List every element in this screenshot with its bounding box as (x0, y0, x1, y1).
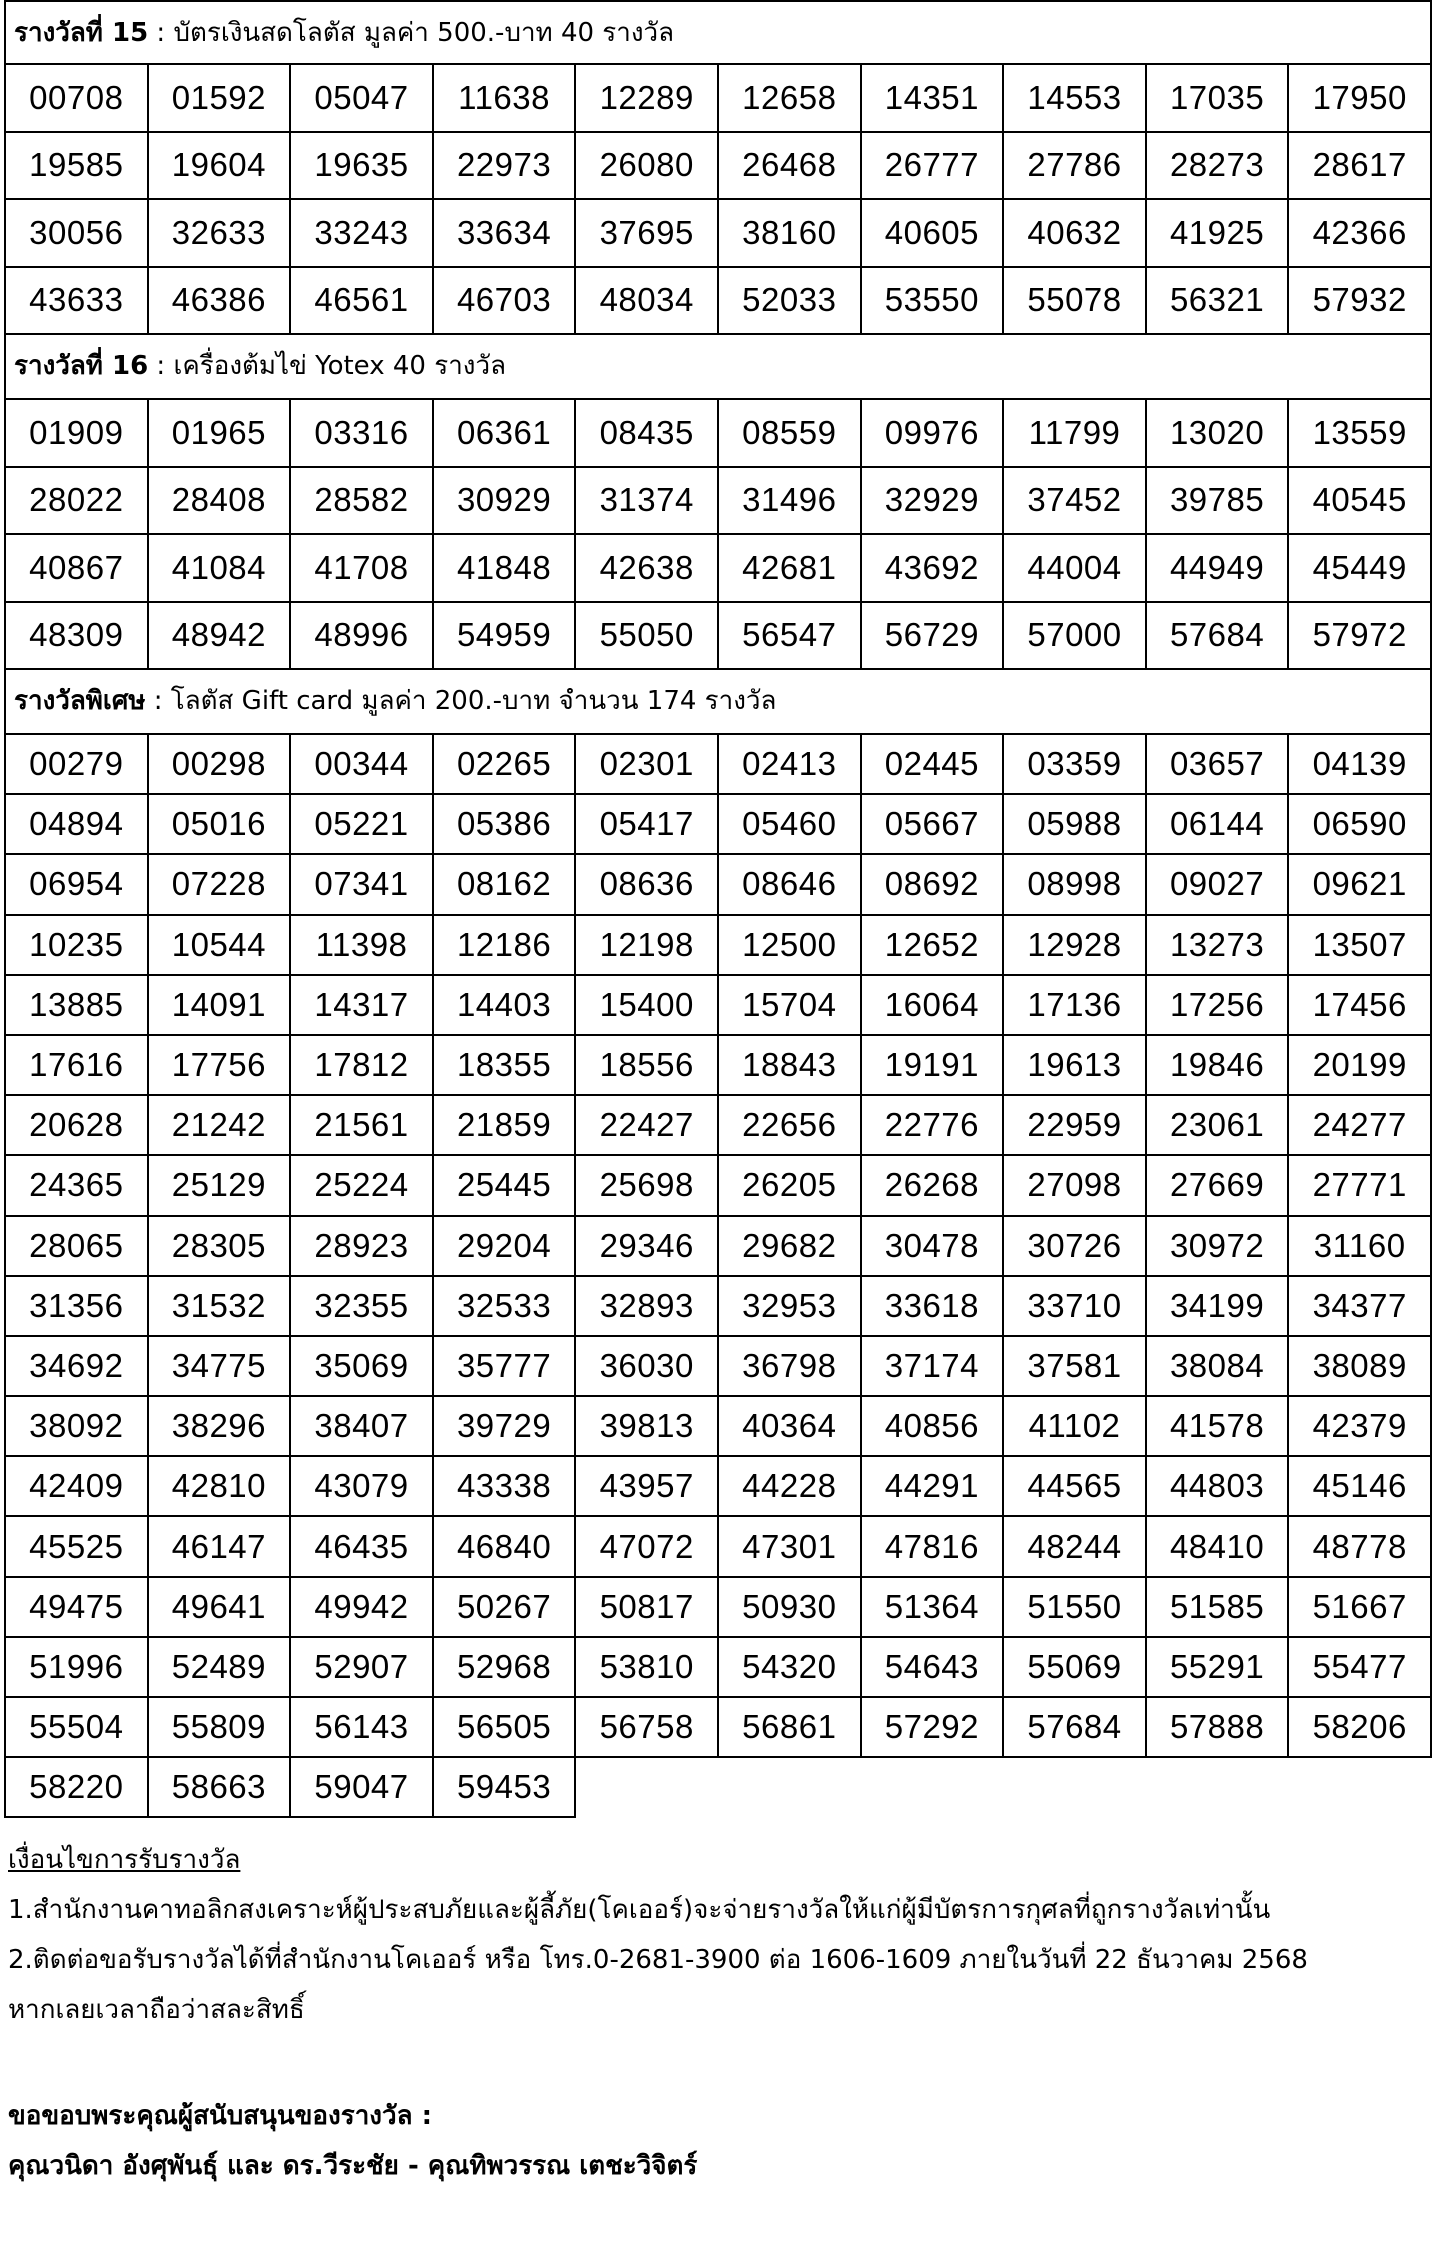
winning-number-cell: 55050 (576, 603, 719, 671)
winning-number-cell: 17035 (1147, 65, 1290, 133)
winning-number-cell: 14317 (291, 976, 434, 1036)
winning-number-cell: 55069 (1004, 1638, 1147, 1698)
winning-number-cell: 38407 (291, 1397, 434, 1457)
winning-number-cell: 46703 (434, 268, 577, 336)
winning-number-cell: 24277 (1289, 1096, 1432, 1156)
winning-number-cell: 50817 (576, 1578, 719, 1638)
winning-number-cell: 15704 (719, 976, 862, 1036)
winning-number-cell: 31532 (149, 1277, 292, 1337)
winning-number-cell: 09027 (1147, 855, 1290, 915)
winning-number-cell: 52968 (434, 1638, 577, 1698)
winning-number-cell: 12658 (719, 65, 862, 133)
winning-number-cell: 56321 (1147, 268, 1290, 336)
winning-number-cell: 06954 (6, 855, 149, 915)
winning-number-cell: 20628 (6, 1096, 149, 1156)
winning-number-cell: 45525 (6, 1517, 149, 1577)
winning-number-cell: 55291 (1147, 1638, 1290, 1698)
winning-number-cell: 47301 (719, 1517, 862, 1577)
winning-number-cell: 13559 (1289, 400, 1432, 468)
prize-16-header (4, 335, 1432, 400)
winning-number-cell: 32633 (149, 200, 292, 268)
winning-number-cell: 21561 (291, 1096, 434, 1156)
winning-number-cell: 07341 (291, 855, 434, 915)
winning-number-cell: 40605 (862, 200, 1005, 268)
winning-number-cell: 01965 (149, 400, 292, 468)
winning-number-cell: 05386 (434, 795, 577, 855)
winning-number-cell: 29682 (719, 1217, 862, 1277)
winning-number-cell: 03316 (291, 400, 434, 468)
winning-number-cell: 44004 (1004, 535, 1147, 603)
winning-number-cell: 30929 (434, 468, 577, 536)
winning-number-cell: 17136 (1004, 976, 1147, 1036)
winning-number-cell: 40364 (719, 1397, 862, 1457)
winning-number-cell: 17756 (149, 1036, 292, 1096)
winning-number-cell: 22776 (862, 1096, 1005, 1156)
winning-number-cell: 14553 (1004, 65, 1147, 133)
winning-number-cell: 13273 (1147, 916, 1290, 976)
winning-number-cell: 38084 (1147, 1337, 1290, 1397)
winning-number-cell: 13507 (1289, 916, 1432, 976)
winning-number-cell: 49942 (291, 1578, 434, 1638)
winning-number-cell: 18556 (576, 1036, 719, 1096)
winning-number-cell: 22959 (1004, 1096, 1147, 1156)
winning-number-cell: 46561 (291, 268, 434, 336)
winning-number-cell: 09621 (1289, 855, 1432, 915)
winning-number-cell: 27098 (1004, 1156, 1147, 1216)
winning-number-cell: 57684 (1147, 603, 1290, 671)
winning-number-cell: 57932 (1289, 268, 1432, 336)
winning-number-cell: 20199 (1289, 1036, 1432, 1096)
winning-number-cell: 59047 (291, 1758, 434, 1818)
winning-number-cell: 32893 (576, 1277, 719, 1337)
winning-number-cell: 41084 (149, 535, 292, 603)
winning-number-cell: 06361 (434, 400, 577, 468)
winning-number-cell: 17456 (1289, 976, 1432, 1036)
winning-number-cell: 47816 (862, 1517, 1005, 1577)
winning-number-cell: 01909 (6, 400, 149, 468)
winning-number-cell: 27669 (1147, 1156, 1290, 1216)
winning-number-cell: 26080 (576, 133, 719, 201)
winning-number-cell: 38092 (6, 1397, 149, 1457)
winning-number-cell: 51667 (1289, 1578, 1432, 1638)
winning-number-cell: 30056 (6, 200, 149, 268)
winning-number-cell: 57292 (862, 1698, 1005, 1758)
winning-number-cell: 45146 (1289, 1457, 1432, 1517)
winning-number-cell: 08559 (719, 400, 862, 468)
winning-number-cell: 38296 (149, 1397, 292, 1457)
winning-number-cell: 10235 (6, 916, 149, 976)
winning-number-cell: 33243 (291, 200, 434, 268)
prize-16-detail: : เครื่องต้มไข่ Yotex 40 รางวัล (148, 351, 507, 381)
winning-number-cell: 14403 (434, 976, 577, 1036)
winning-number-cell: 11398 (291, 916, 434, 976)
winning-number-cell: 31356 (6, 1277, 149, 1337)
winning-number-cell: 48244 (1004, 1517, 1147, 1577)
winning-number-cell: 48034 (576, 268, 719, 336)
winning-number-cell: 33618 (862, 1277, 1005, 1337)
winning-number-cell: 49475 (6, 1578, 149, 1638)
winning-number-cell: 45449 (1289, 535, 1432, 603)
winning-number-cell: 12289 (576, 65, 719, 133)
winning-number-cell: 06590 (1289, 795, 1432, 855)
winning-number-cell: 06144 (1147, 795, 1290, 855)
special-prize-number-grid (4, 735, 1432, 1818)
winning-number-cell: 03657 (1147, 735, 1290, 795)
winning-number-cell: 04894 (6, 795, 149, 855)
winning-number-cell: 19635 (291, 133, 434, 201)
thanks-title: ขอขอบพระคุณผู้สนับสนุนของรางวัล : (8, 2101, 432, 2131)
winning-number-cell: 56729 (862, 603, 1005, 671)
winning-number-cell: 25129 (149, 1156, 292, 1216)
winning-number-cell: 51364 (862, 1578, 1005, 1638)
winning-number-cell: 16064 (862, 976, 1005, 1036)
winning-number-cell: 41848 (434, 535, 577, 603)
winning-number-cell: 54320 (719, 1638, 862, 1698)
winning-number-cell: 31496 (719, 468, 862, 536)
winning-number-cell: 32533 (434, 1277, 577, 1337)
winning-number-cell: 56143 (291, 1698, 434, 1758)
winning-number-cell: 52907 (291, 1638, 434, 1698)
winning-number-cell: 26777 (862, 133, 1005, 201)
winning-number-cell: 25445 (434, 1156, 577, 1216)
winning-number-cell: 57888 (1147, 1698, 1290, 1758)
winning-number-cell: 05988 (1004, 795, 1147, 855)
thanks-names: คุณวนิดา อังศุพันธุ์ และ ดร.วีระชัย - คุณทิพวรรณ เตชะวิจิตร์ (8, 2151, 698, 2181)
conditions-footer (8, 1835, 1428, 2191)
winning-number-cell: 59453 (434, 1758, 577, 1818)
winning-number-cell: 08998 (1004, 855, 1147, 915)
winning-number-cell: 53550 (862, 268, 1005, 336)
winning-number-cell: 34377 (1289, 1277, 1432, 1337)
winning-number-cell: 43079 (291, 1457, 434, 1517)
winning-number-cell: 42681 (719, 535, 862, 603)
winning-number-cell: 28923 (291, 1217, 434, 1277)
winning-number-cell: 21859 (434, 1096, 577, 1156)
winning-number-cell: 02445 (862, 735, 1005, 795)
winning-number-cell: 51996 (6, 1638, 149, 1698)
winning-number-cell: 22973 (434, 133, 577, 201)
winning-number-cell: 35777 (434, 1337, 577, 1397)
winning-number-cell: 27771 (1289, 1156, 1432, 1216)
winning-number-cell: 55809 (149, 1698, 292, 1758)
conditions-title: เงื่อนไขการรับรางวัล (8, 1845, 241, 1875)
winning-number-cell: 19585 (6, 133, 149, 201)
winning-number-cell: 47072 (576, 1517, 719, 1577)
winning-number-cell: 38160 (719, 200, 862, 268)
winning-number-cell: 24365 (6, 1156, 149, 1216)
winning-number-cell: 46147 (149, 1517, 292, 1577)
winning-number-cell: 19191 (862, 1036, 1005, 1096)
winning-number-cell: 18355 (434, 1036, 577, 1096)
winning-number-cell: 50267 (434, 1578, 577, 1638)
winning-number-cell: 56861 (719, 1698, 862, 1758)
winning-number-cell: 44803 (1147, 1457, 1290, 1517)
winning-number-cell: 26268 (862, 1156, 1005, 1216)
winning-number-cell: 31374 (576, 468, 719, 536)
winning-number-cell: 44565 (1004, 1457, 1147, 1517)
winning-number-cell: 52489 (149, 1638, 292, 1698)
winning-number-cell: 35069 (291, 1337, 434, 1397)
winning-number-cell: 05667 (862, 795, 1005, 855)
winning-number-cell: 42366 (1289, 200, 1432, 268)
winning-number-cell: 05221 (291, 795, 434, 855)
winning-number-cell: 13020 (1147, 400, 1290, 468)
winning-number-cell: 48410 (1147, 1517, 1290, 1577)
winning-number-cell: 41708 (291, 535, 434, 603)
winning-number-cell: 00708 (6, 65, 149, 133)
winning-number-cell: 55504 (6, 1698, 149, 1758)
winning-number-cell: 48942 (149, 603, 292, 671)
winning-number-cell: 02413 (719, 735, 862, 795)
prize-15-header (4, 0, 1432, 65)
winning-number-cell: 37581 (1004, 1337, 1147, 1397)
winning-number-cell: 05417 (576, 795, 719, 855)
winning-number-cell: 27786 (1004, 133, 1147, 201)
winning-number-cell: 49641 (149, 1578, 292, 1638)
winning-number-cell: 28408 (149, 468, 292, 536)
winning-number-cell: 07228 (149, 855, 292, 915)
winning-number-cell: 32929 (862, 468, 1005, 536)
prize-16-number-grid (4, 400, 1432, 670)
winning-number-cell: 37174 (862, 1337, 1005, 1397)
winning-number-cell: 11799 (1004, 400, 1147, 468)
winning-number-cell: 12928 (1004, 916, 1147, 976)
winning-number-cell: 08636 (576, 855, 719, 915)
winning-number-cell: 14351 (862, 65, 1005, 133)
winning-number-cell: 19613 (1004, 1036, 1147, 1096)
winning-number-cell: 58206 (1289, 1698, 1432, 1758)
winning-number-cell: 17616 (6, 1036, 149, 1096)
winning-number-cell: 15400 (576, 976, 719, 1036)
winning-number-cell: 21242 (149, 1096, 292, 1156)
winning-number-cell: 43692 (862, 535, 1005, 603)
winning-number-cell: 01592 (149, 65, 292, 133)
winning-number-cell: 19846 (1147, 1036, 1290, 1096)
winning-number-cell: 28065 (6, 1217, 149, 1277)
winning-number-cell: 41102 (1004, 1397, 1147, 1457)
winning-number-cell: 28273 (1147, 133, 1290, 201)
winning-number-cell: 17256 (1147, 976, 1290, 1036)
winning-number-cell: 40632 (1004, 200, 1147, 268)
special-prize-header (4, 670, 1432, 735)
winning-number-cell: 17812 (291, 1036, 434, 1096)
winning-number-cell: 48309 (6, 603, 149, 671)
winning-number-cell: 36798 (719, 1337, 862, 1397)
winning-number-cell: 26468 (719, 133, 862, 201)
winning-number-cell: 42409 (6, 1457, 149, 1517)
winning-number-cell: 30726 (1004, 1217, 1147, 1277)
winning-number-cell: 34199 (1147, 1277, 1290, 1337)
winning-number-cell: 43957 (576, 1457, 719, 1517)
winning-number-cell: 39813 (576, 1397, 719, 1457)
winning-number-cell: 30972 (1147, 1217, 1290, 1277)
winning-number-cell: 37452 (1004, 468, 1147, 536)
winning-number-cell: 28582 (291, 468, 434, 536)
winning-number-cell: 57684 (1004, 1698, 1147, 1758)
winning-number-cell: 56547 (719, 603, 862, 671)
winning-number-cell: 08646 (719, 855, 862, 915)
winning-number-cell: 38089 (1289, 1337, 1432, 1397)
winning-number-cell: 51585 (1147, 1578, 1290, 1638)
winning-number-cell: 11638 (434, 65, 577, 133)
winning-number-cell: 32953 (719, 1277, 862, 1337)
winning-number-cell: 10544 (149, 916, 292, 976)
winning-number-cell: 26205 (719, 1156, 862, 1216)
winning-number-cell: 39785 (1147, 468, 1290, 536)
winning-number-cell: 40867 (6, 535, 149, 603)
winning-number-cell: 12652 (862, 916, 1005, 976)
winning-number-cell: 48778 (1289, 1517, 1432, 1577)
winning-number-cell: 28617 (1289, 133, 1432, 201)
prize-15-detail: : บัตรเงินสดโลตัส มูลค่า 500.-บาท 40 รางวัล (148, 18, 675, 48)
winning-number-cell: 41925 (1147, 200, 1290, 268)
winning-number-cell: 29346 (576, 1217, 719, 1277)
winning-number-cell: 58220 (6, 1758, 149, 1818)
winning-number-cell: 25698 (576, 1156, 719, 1216)
winning-number-cell: 05460 (719, 795, 862, 855)
winning-number-cell: 42810 (149, 1457, 292, 1517)
winning-number-cell: 33634 (434, 200, 577, 268)
spacer (8, 2035, 1428, 2091)
winning-number-cell: 12500 (719, 916, 862, 976)
winning-number-cell: 25224 (291, 1156, 434, 1216)
winning-number-cell: 57972 (1289, 603, 1432, 671)
winning-number-cell: 04139 (1289, 735, 1432, 795)
prize-15-number-grid (4, 65, 1432, 335)
winning-number-cell: 02301 (576, 735, 719, 795)
condition-1: 1.สำนักงานคาทอลิกสงเคราะห์ผู้ประสบภัยและผู้ลี้ภัย(โคเออร์)จะจ่ายรางวัลให้แก่ผู้มีบัตรการกุศลที่ถูกรางวัลเท่านั้น (8, 1895, 1271, 1925)
winning-number-cell: 34775 (149, 1337, 292, 1397)
winning-number-cell: 17950 (1289, 65, 1432, 133)
winning-number-cell: 58663 (149, 1758, 292, 1818)
winning-number-cell: 42638 (576, 535, 719, 603)
winning-number-cell: 57000 (1004, 603, 1147, 671)
winning-number-cell: 00279 (6, 735, 149, 795)
winning-number-cell: 44949 (1147, 535, 1290, 603)
winning-number-cell: 55477 (1289, 1638, 1432, 1698)
winning-number-cell: 40545 (1289, 468, 1432, 536)
prize-15-title: รางวัลที่ 15 (14, 18, 149, 48)
prize-results-sheet (4, 0, 1432, 1818)
winning-number-cell: 08435 (576, 400, 719, 468)
winning-number-cell: 39729 (434, 1397, 577, 1457)
winning-number-cell: 43633 (6, 268, 149, 336)
winning-number-cell: 56758 (576, 1698, 719, 1758)
winning-number-cell: 05016 (149, 795, 292, 855)
winning-number-cell: 03359 (1004, 735, 1147, 795)
winning-number-cell: 31160 (1289, 1217, 1432, 1277)
condition-2-continued: หากเลยเวลาถือว่าสละสิทธิ์ (8, 1995, 305, 2025)
winning-number-cell: 33710 (1004, 1277, 1147, 1337)
winning-number-cell: 23061 (1147, 1096, 1290, 1156)
winning-number-cell: 55078 (1004, 268, 1147, 336)
special-prize-detail: : โลตัส Gift card มูลค่า 200.-บาท จำนวน 174 รางวัล (145, 686, 777, 716)
winning-number-cell: 40856 (862, 1397, 1005, 1457)
winning-number-cell: 46386 (149, 268, 292, 336)
winning-number-cell: 12186 (434, 916, 577, 976)
winning-number-cell: 13885 (6, 976, 149, 1036)
winning-number-cell: 34692 (6, 1337, 149, 1397)
prize-16-title: รางวัลที่ 16 (14, 351, 149, 381)
winning-number-cell: 44291 (862, 1457, 1005, 1517)
winning-number-cell: 51550 (1004, 1578, 1147, 1638)
winning-number-cell: 08692 (862, 855, 1005, 915)
winning-number-cell: 14091 (149, 976, 292, 1036)
winning-number-cell: 30478 (862, 1217, 1005, 1277)
winning-number-cell: 43338 (434, 1457, 577, 1517)
winning-number-cell: 22427 (576, 1096, 719, 1156)
special-prize-title: รางวัลพิเศษ (14, 686, 146, 716)
winning-number-cell: 28305 (149, 1217, 292, 1277)
winning-number-cell: 32355 (291, 1277, 434, 1337)
winning-number-cell: 09976 (862, 400, 1005, 468)
condition-2: 2.ติดต่อขอรับรางวัลได้ที่สำนักงานโคเออร์ หรือ โทร.0-2681-3900 ต่อ 1606-1609 ภายในวันที่ 22 ธันวาคม 2568 (8, 1945, 1308, 1975)
winning-number-cell: 18843 (719, 1036, 862, 1096)
winning-number-cell: 52033 (719, 268, 862, 336)
winning-number-cell: 19604 (149, 133, 292, 201)
winning-number-cell: 46840 (434, 1517, 577, 1577)
winning-number-cell: 00298 (149, 735, 292, 795)
winning-number-cell: 12198 (576, 916, 719, 976)
winning-number-cell: 02265 (434, 735, 577, 795)
winning-number-cell: 54959 (434, 603, 577, 671)
winning-number-cell: 22656 (719, 1096, 862, 1156)
winning-number-cell: 36030 (576, 1337, 719, 1397)
winning-number-cell: 05047 (291, 65, 434, 133)
winning-number-cell: 42379 (1289, 1397, 1432, 1457)
winning-number-cell: 28022 (6, 468, 149, 536)
winning-number-cell: 50930 (719, 1578, 862, 1638)
winning-number-cell: 29204 (434, 1217, 577, 1277)
winning-number-cell: 56505 (434, 1698, 577, 1758)
winning-number-cell: 41578 (1147, 1397, 1290, 1457)
winning-number-cell: 37695 (576, 200, 719, 268)
winning-number-cell: 53810 (576, 1638, 719, 1698)
winning-number-cell: 08162 (434, 855, 577, 915)
winning-number-cell: 44228 (719, 1457, 862, 1517)
winning-number-cell: 46435 (291, 1517, 434, 1577)
winning-number-cell: 48996 (291, 603, 434, 671)
winning-number-cell: 00344 (291, 735, 434, 795)
winning-number-cell: 54643 (862, 1638, 1005, 1698)
